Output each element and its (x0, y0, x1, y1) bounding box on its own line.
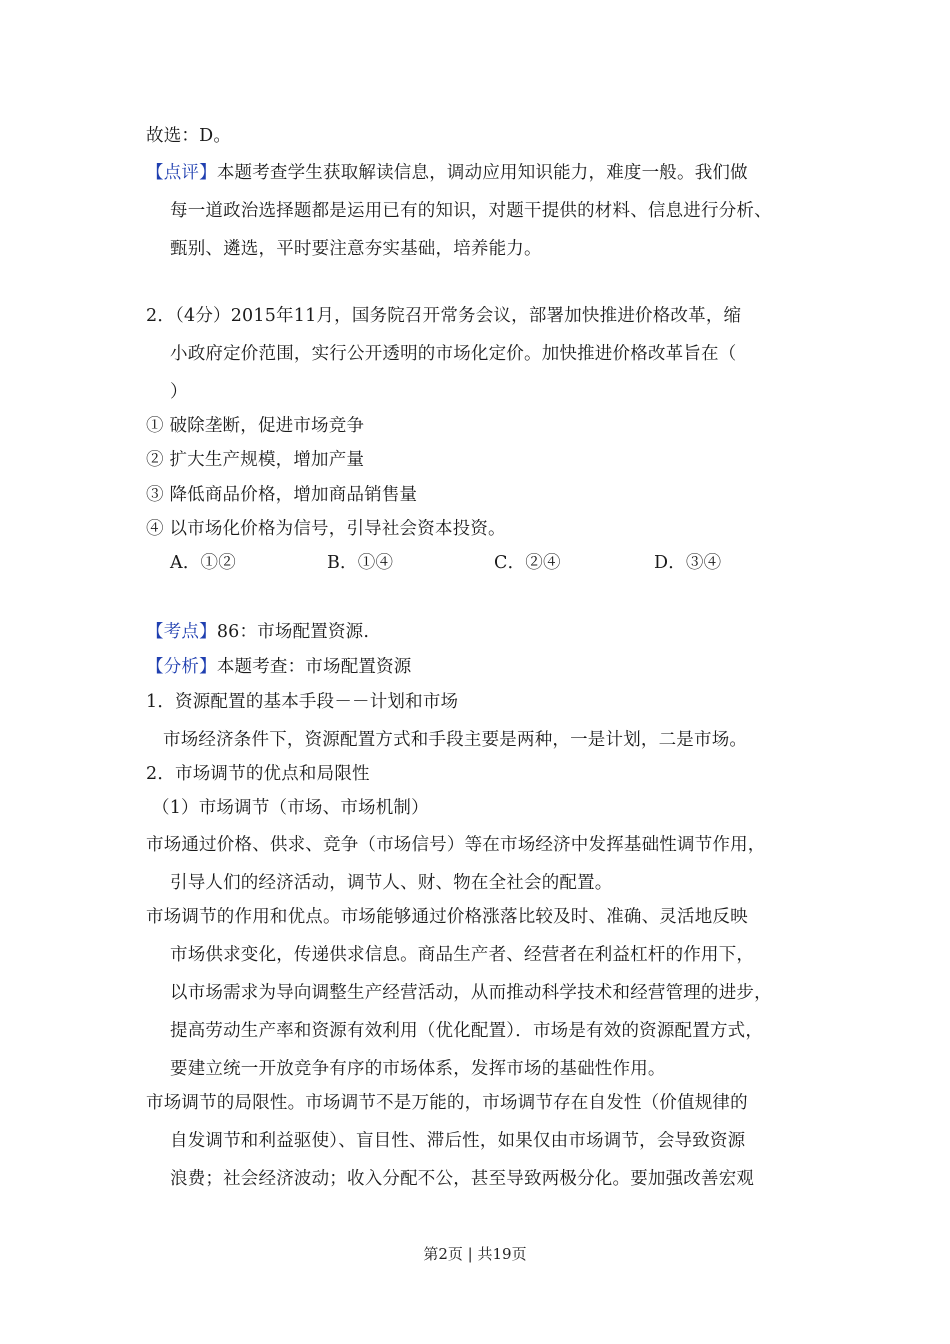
paragraph-1: 市场经济条件下，资源配置方式和手段主要是两种，一是计划，二是市场。 (163, 730, 748, 750)
para2-line-5: 要建立统一开放竞争有序的市场体系，发挥市场的基础性作用。 (170, 1059, 666, 1079)
question-item-4: ④ 以市场化价格为信号，引导社会资本投资。 (146, 519, 506, 539)
comment-text-1: 本题考查学生获取解读信息，调动应用知识能力，难度一般。我们做 (216, 163, 748, 183)
answer-line: 故选：D。 (146, 126, 232, 146)
question-item-2: ② 扩大生产规模，增加产量 (146, 450, 365, 470)
comment-line-1 (146, 162, 748, 184)
para1-line-1: 市场通过价格、供求、竞争（市场信号）等在市场经济中发挥基础性调节作用， (146, 835, 766, 855)
question-item-3: ③ 降低商品价格，增加商品销售量 (146, 485, 418, 505)
para2-line-2: 市场供求变化，传递供求信息。商品生产者、经营者在利益杠杆的作用下， (170, 945, 755, 965)
point-line (146, 621, 369, 643)
option-a: A．①② (170, 553, 236, 573)
page-footer: 第2页 | 共19页 (423, 1245, 527, 1263)
question-stem-3: ） (170, 382, 188, 402)
point-text: 86：市场配置资源. (216, 622, 370, 642)
question-item-1: ① 破除垄断，促进市场竞争 (146, 416, 365, 436)
analysis-tag: 【分析】 (146, 657, 217, 677)
para3-line-1: 市场调节的局限性。市场调节不是万能的，市场调节存在自发性（价值规律的 (146, 1093, 748, 1113)
analysis-text: 本题考查：市场配置资源 (216, 657, 412, 677)
comment-line-3: 甄别、遴选，平时要注意夯实基础，培养能力。 (170, 239, 542, 259)
heading-2: 2．市场调节的优点和局限性 (146, 764, 370, 784)
para2-line-1: 市场调节的作用和优点。市场能够通过价格涨落比较及时、准确、灵活地反映 (146, 907, 748, 927)
question-stem-1: 2．（4分）2015年11月，国务院召开常务会议，部署加快推进价格改革，缩 (146, 306, 742, 326)
para3-line-3: 浪费；社会经济波动；收入分配不公，甚至导致两极分化。要加强改善宏观 (170, 1169, 755, 1189)
option-d: D．③④ (654, 553, 722, 573)
para3-line-2: 自发调节和利益驱使）、盲目性、滞后性，如果仅由市场调节，会导致资源 (170, 1131, 746, 1151)
heading-2-sub: （1）市场调节（市场、市场机制） (152, 798, 429, 818)
para1-line-2: 引导人们的经济活动，调节人、财、物在全社会的配置。 (170, 873, 613, 893)
comment-line-2: 每一道政治选择题都是运用已有的知识，对题干提供的材料、信息进行分析、 (170, 201, 772, 221)
option-b: B．①④ (327, 553, 394, 573)
question-stem-2: 小政府定价范围，实行公开透明的市场化定价。加快推进价格改革旨在（ (170, 344, 737, 364)
para2-line-3: 以市场需求为导向调整生产经营活动，从而推动科学技术和经营管理的进步， (170, 983, 772, 1003)
heading-1: 1．资源配置的基本手段－－计划和市场 (146, 692, 459, 712)
comment-tag: 【点评】 (146, 163, 217, 183)
point-tag: 【考点】 (146, 622, 217, 642)
analysis-line (146, 656, 412, 678)
option-c: C．②④ (494, 553, 561, 573)
para2-line-4: 提高劳动生产率和资源有效利用（优化配置）．市场是有效的资源配置方式， (170, 1021, 764, 1041)
